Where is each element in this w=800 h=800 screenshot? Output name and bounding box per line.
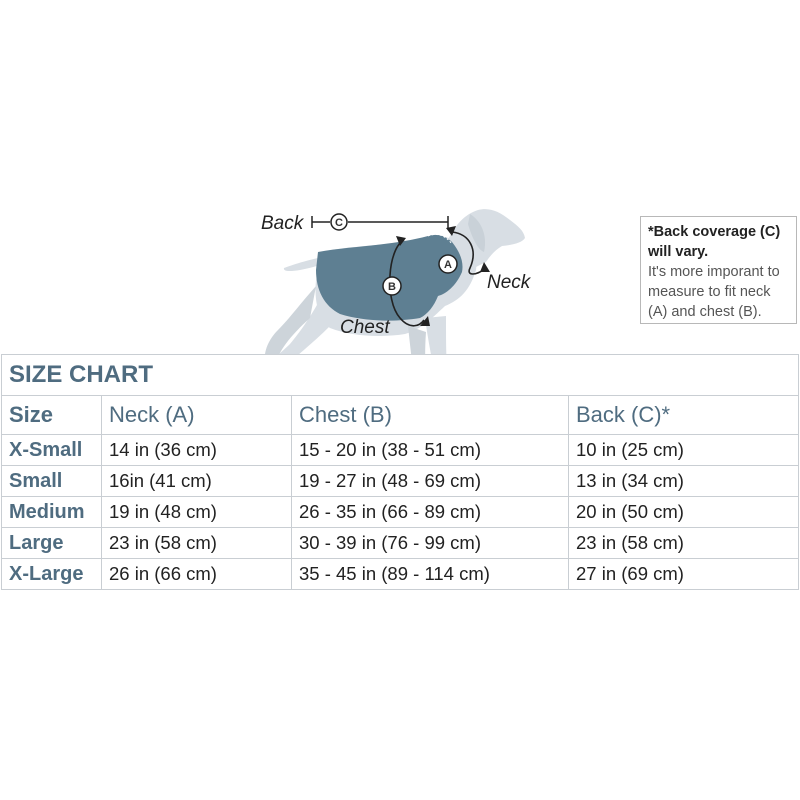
back-label: Back (261, 213, 304, 234)
table-row (2, 497, 799, 528)
back-cell: 23 in (58 cm) (569, 528, 799, 559)
chest-label: Chest (340, 317, 390, 338)
back-cell: 20 in (50 cm) (569, 497, 799, 528)
table-row (2, 528, 799, 559)
note-bold-text: *Back coverage (C) will vary. (648, 224, 781, 260)
neck-cell: 14 in (36 cm) (102, 435, 292, 466)
neck-cell: 19 in (48 cm) (102, 497, 292, 528)
marker-b-text: B (388, 281, 396, 293)
size-chart-table (1, 354, 799, 590)
size-cell: Medium (2, 497, 102, 528)
neck-cell: 23 in (58 cm) (102, 528, 292, 559)
table-row (2, 435, 799, 466)
back-coverage-note (640, 216, 797, 324)
table-header-row (2, 396, 799, 435)
header-chest: Chest (B) (292, 396, 569, 435)
chest-cell: 26 - 35 in (66 - 89 cm) (292, 497, 569, 528)
marker-a-text: A (444, 259, 452, 271)
table-row (2, 559, 799, 590)
chest-cell: 35 - 45 in (89 - 114 cm) (292, 559, 569, 590)
header-back: Back (C)* (569, 396, 799, 435)
chest-cell: 19 - 27 in (48 - 69 cm) (292, 466, 569, 497)
size-cell: Large (2, 528, 102, 559)
header-neck: Neck (A) (102, 396, 292, 435)
neck-cell: 16in (41 cm) (102, 466, 292, 497)
neck-label: Neck (487, 272, 531, 293)
back-cell: 27 in (69 cm) (569, 559, 799, 590)
note-body-text: It's more imporant to measure to fit neck (A) and chest (B). (648, 264, 780, 320)
chest-cell: 30 - 39 in (76 - 99 cm) (292, 528, 569, 559)
size-cell: X-Small (2, 435, 102, 466)
size-chart-title: SIZE CHART (2, 355, 799, 396)
marker-c-text: C (335, 217, 343, 229)
neck-cell: 26 in (66 cm) (102, 559, 292, 590)
size-cell: Small (2, 466, 102, 497)
chest-cell: 15 - 20 in (38 - 51 cm) (292, 435, 569, 466)
header-size: Size (2, 396, 102, 435)
table-row (2, 466, 799, 497)
back-cell: 10 in (25 cm) (569, 435, 799, 466)
back-cell: 13 in (34 cm) (569, 466, 799, 497)
size-cell: X-Large (2, 559, 102, 590)
